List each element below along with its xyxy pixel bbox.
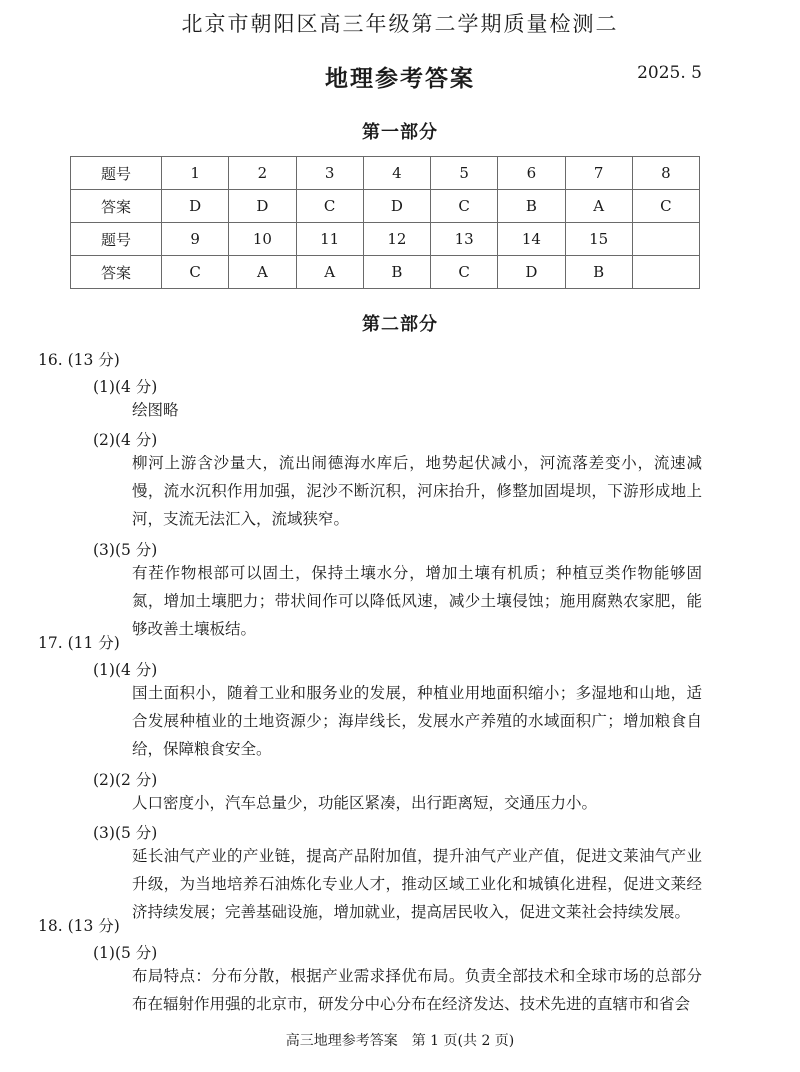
answer-cell: C (431, 190, 498, 223)
question-number: 14 (498, 223, 565, 256)
answer-cell: C (296, 190, 363, 223)
answer-cell: D (229, 190, 296, 223)
q17-sub3-answer: 延长油气产业的产业链，提高产品附加值，提升油气产业产值，促进文莱油气产业升级，为当地培养石油炼化专业人才，推动区域工业化和城镇化进程，促进文莱经济持续发展；完善基础设施，增加就业，提高居民收入，促进文莱社会持续发展。 (132, 847, 702, 921)
question-number: 1 (162, 157, 229, 190)
q16-sub2-label: (2)(4 分) (93, 431, 158, 449)
answer-table (70, 156, 700, 289)
exam-date: 2025. 5 (637, 63, 702, 83)
question-17-label: 17. (11 分) (38, 634, 120, 652)
answer-cell: C (632, 190, 699, 223)
question-16-label: 16. (13 分) (38, 351, 120, 369)
question-number: 5 (431, 157, 498, 190)
answer-cell: D (498, 256, 565, 289)
q17-sub1-label: (1)(4 分) (93, 661, 158, 679)
q17-sub2-answer: 人口密度小，汽车总量少，功能区紧凑，出行距离短，交通压力小。 (132, 794, 598, 812)
q16-sub1-label: (1)(4 分) (93, 378, 158, 396)
answer-cell (632, 256, 699, 289)
q17-sub3-label: (3)(5 分) (93, 824, 158, 842)
question-number: 10 (229, 223, 296, 256)
table-row (71, 256, 700, 289)
q16-sub3-label: (3)(5 分) (93, 541, 158, 559)
question-number: 13 (431, 223, 498, 256)
question-number: 11 (296, 223, 363, 256)
q17-sub2-label: (2)(2 分) (93, 771, 158, 789)
q16-sub1-answer: 绘图略 (132, 401, 179, 419)
part2-heading: 第二部分 (362, 314, 438, 335)
question-number: 3 (296, 157, 363, 190)
exam-title: 北京市朝阳区高三年级第二学期质量检测二 (181, 12, 619, 36)
row-label: 答案 (71, 190, 162, 223)
question-number: 15 (565, 223, 632, 256)
answer-cell: B (363, 256, 430, 289)
part1-heading: 第一部分 (362, 122, 438, 143)
answer-cell: C (431, 256, 498, 289)
row-label: 题号 (71, 157, 162, 190)
answer-cell: C (162, 256, 229, 289)
question-number: 2 (229, 157, 296, 190)
q18-sub1-answer: 布局特点：分布分散，根据产业需求择优布局。负责全部技术和全球市场的总部分布在辐射作用强的北京市，研发分中心分布在经济发达、技术先进的直辖市和省会 (132, 967, 702, 1013)
table-row (71, 157, 700, 190)
q16-sub3-answer: 有茬作物根部可以固土，保持土壤水分，增加土壤有机质；种植豆类作物能够固氮，增加土壤肥力；带状间作可以降低风速，减少土壤侵蚀；施用腐熟农家肥，能够改善土壤板结。 (132, 564, 702, 638)
answer-cell: A (229, 256, 296, 289)
row-label: 答案 (71, 256, 162, 289)
table-row (71, 223, 700, 256)
page-footer: 高三地理参考答案 第 1 页(共 2 页) (285, 1033, 515, 1049)
question-18-label: 18. (13 分) (38, 917, 120, 935)
row-label: 题号 (71, 223, 162, 256)
question-number: 9 (162, 223, 229, 256)
question-number: 12 (363, 223, 430, 256)
answer-cell: B (498, 190, 565, 223)
q18-sub1-label: (1)(5 分) (93, 944, 158, 962)
page-title: 地理参考答案 (325, 65, 475, 92)
answer-cell: B (565, 256, 632, 289)
table-row (71, 190, 700, 223)
question-number: 6 (498, 157, 565, 190)
question-number (632, 223, 699, 256)
question-number: 7 (565, 157, 632, 190)
q17-sub1-answer: 国土面积小，随着工业和服务业的发展，种植业用地面积缩小；多湿地和山地，适合发展种植业的土地资源少；海岸线长，发展水产养殖的水域面积广；增加粮食自给，保障粮食安全。 (132, 684, 702, 758)
answer-cell: D (162, 190, 229, 223)
question-number: 8 (632, 157, 699, 190)
answer-cell: A (296, 256, 363, 289)
answer-cell: A (565, 190, 632, 223)
answer-cell: D (363, 190, 430, 223)
q16-sub2-answer: 柳河上游含沙量大，流出闹德海水库后，地势起伏减小，河流落差变小，流速减慢，流水沉积作用加强，泥沙不断沉积，河床抬升，修整加固堤坝，下游形成地上河，支流无法汇入，流域狭窄。 (132, 454, 702, 528)
question-number: 4 (363, 157, 430, 190)
